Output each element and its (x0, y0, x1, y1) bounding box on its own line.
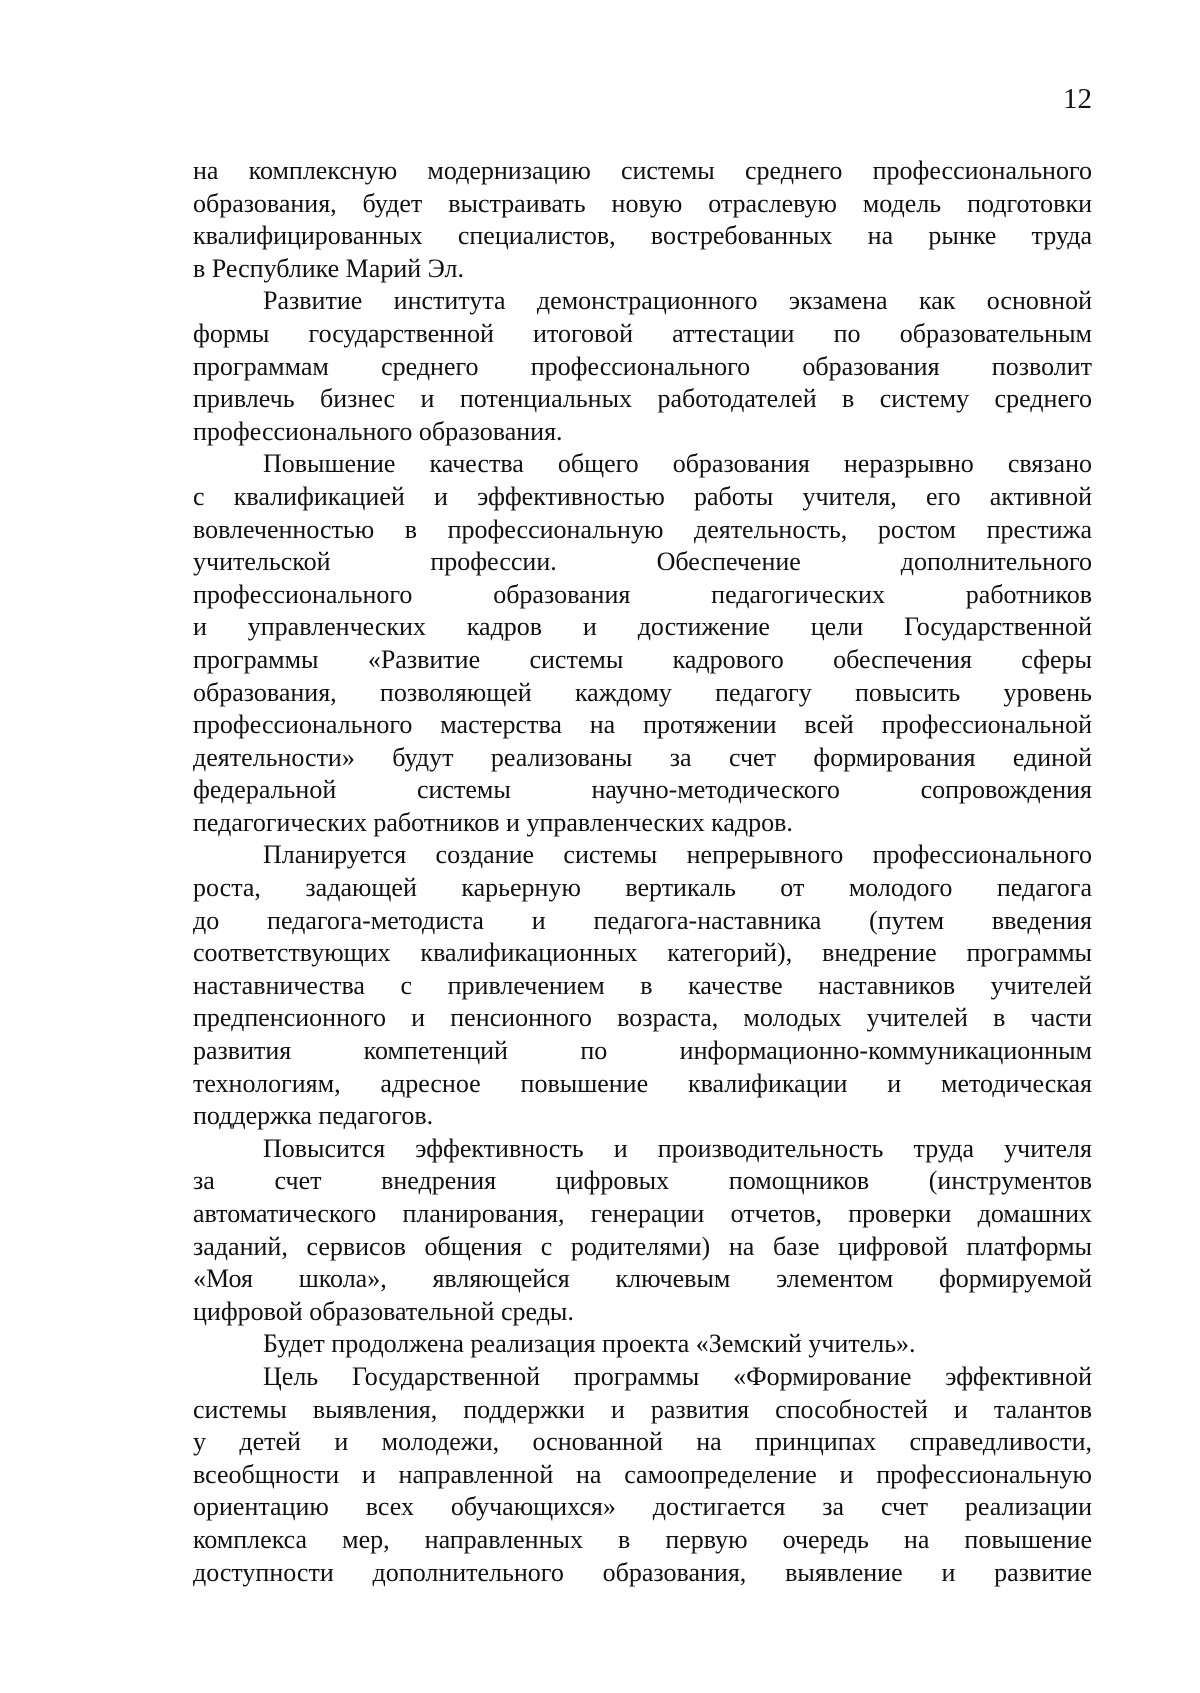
paragraph-first-line: Будет продолжена реализация проекта «Земский учитель». (263, 1329, 916, 1359)
text-line: технологиям, адресное повышение квалификации и методическая (193, 1068, 1092, 1098)
paragraph-first-line: Цель Государственной программы «Формирование эффективной (263, 1361, 1092, 1391)
text-line: образования, позволяющей каждому педагогу повысить уровень (193, 677, 1092, 707)
text-line: у детей и молодежи, основанной на принципах справедливости, (193, 1427, 1092, 1457)
text-line: системы выявления, поддержки и развития способностей и талантов (193, 1394, 1092, 1424)
text-line: комплекса мер, направленных в первую очередь на повышение (193, 1524, 1092, 1554)
paragraph-first-line: Повышение качества общего образования неразрывно связано (263, 449, 1092, 479)
text-line: автоматического планирования, генерации отчетов, проверки домашних (193, 1199, 1092, 1228)
text-line: цифровой образовательной среды. (193, 1296, 574, 1326)
text-line: вовлеченностью в профессиональную деятельность, ростом престижа (193, 514, 1092, 544)
text-line: деятельности» будут реализованы за счет формирования единой (193, 742, 1092, 772)
text-line: профессионального образования. (193, 416, 563, 446)
text-line: на комплексную модернизацию системы среднего профессионального (193, 156, 1092, 185)
text-line: всеобщности и направленной на самоопределение и профессиональную (193, 1459, 1092, 1489)
paragraph-first-line: Развитие института демонстрационного экзамена как основной (263, 286, 1092, 316)
text-line: привлечь бизнес и потенциальных работодателей в систему среднего (193, 384, 1092, 414)
text-line: квалифицированных специалистов, востребованных на рынке труда (193, 221, 1092, 251)
text-line: заданий, сервисов общения с родителями) на базе цифровой платформы (193, 1231, 1092, 1261)
text-line: ориентацию всех обучающихся» достигается за счет реализации (193, 1492, 1092, 1522)
text-line: педагогических работников и управленческих кадров. (193, 807, 793, 837)
text-line: за счет внедрения цифровых помощников (инструментов (193, 1166, 1092, 1196)
text-line: программы «Развитие системы кадрового обеспечения сферы (193, 644, 1092, 674)
text-line: образования, будет выстраивать новую отраслевую модель подготовки (193, 188, 1092, 218)
text-line: до педагога-методиста и педагога-наставника (путем введения (193, 905, 1092, 935)
text-line: роста, задающей карьерную вертикаль от молодого педагога (193, 873, 1092, 903)
text-line: программам среднего профессионального образования позволит (193, 351, 1092, 381)
text-line: и управленческих кадров и достижение цели Государственной (193, 612, 1092, 642)
text-line: в Республике Марий Эл. (193, 253, 464, 283)
page-number: 12 (1063, 83, 1092, 115)
paragraph-first-line: Повысится эффективность и производительность труда учителя (263, 1133, 1092, 1163)
text-line: учительской профессии. Обеспечение дополнительного (193, 547, 1092, 577)
text-line: с квалификацией и эффективностью работы учителя, его активной (193, 481, 1092, 511)
text-line: формы государственной итоговой аттестации по образовательным (193, 318, 1092, 348)
text-line: профессионального мастерства на протяжении всей профессиональной (193, 710, 1092, 740)
text-line: развития компетенций по информационно-коммуникационным (193, 1036, 1092, 1066)
text-line: профессионального образования педагогических работников (193, 579, 1092, 609)
text-line: поддержка педагогов. (193, 1101, 434, 1131)
text-line: доступности дополнительного образования, выявление и развитие (193, 1557, 1092, 1587)
body-text (193, 155, 1092, 1589)
text-line: соответствующих квалификационных категорий), внедрение программы (193, 938, 1092, 968)
text-line: «Моя школа», являющейся ключевым элементом формируемой (193, 1264, 1092, 1294)
text-line: предпенсионного и пенсионного возраста, молодых учителей в части (193, 1003, 1092, 1033)
text-line: федеральной системы научно-методического сопровождения (193, 775, 1092, 805)
text-line: наставничества с привлечением в качестве наставников учителей (193, 970, 1092, 1000)
paragraph-first-line: Планируется создание системы непрерывного профессионального (263, 840, 1092, 870)
